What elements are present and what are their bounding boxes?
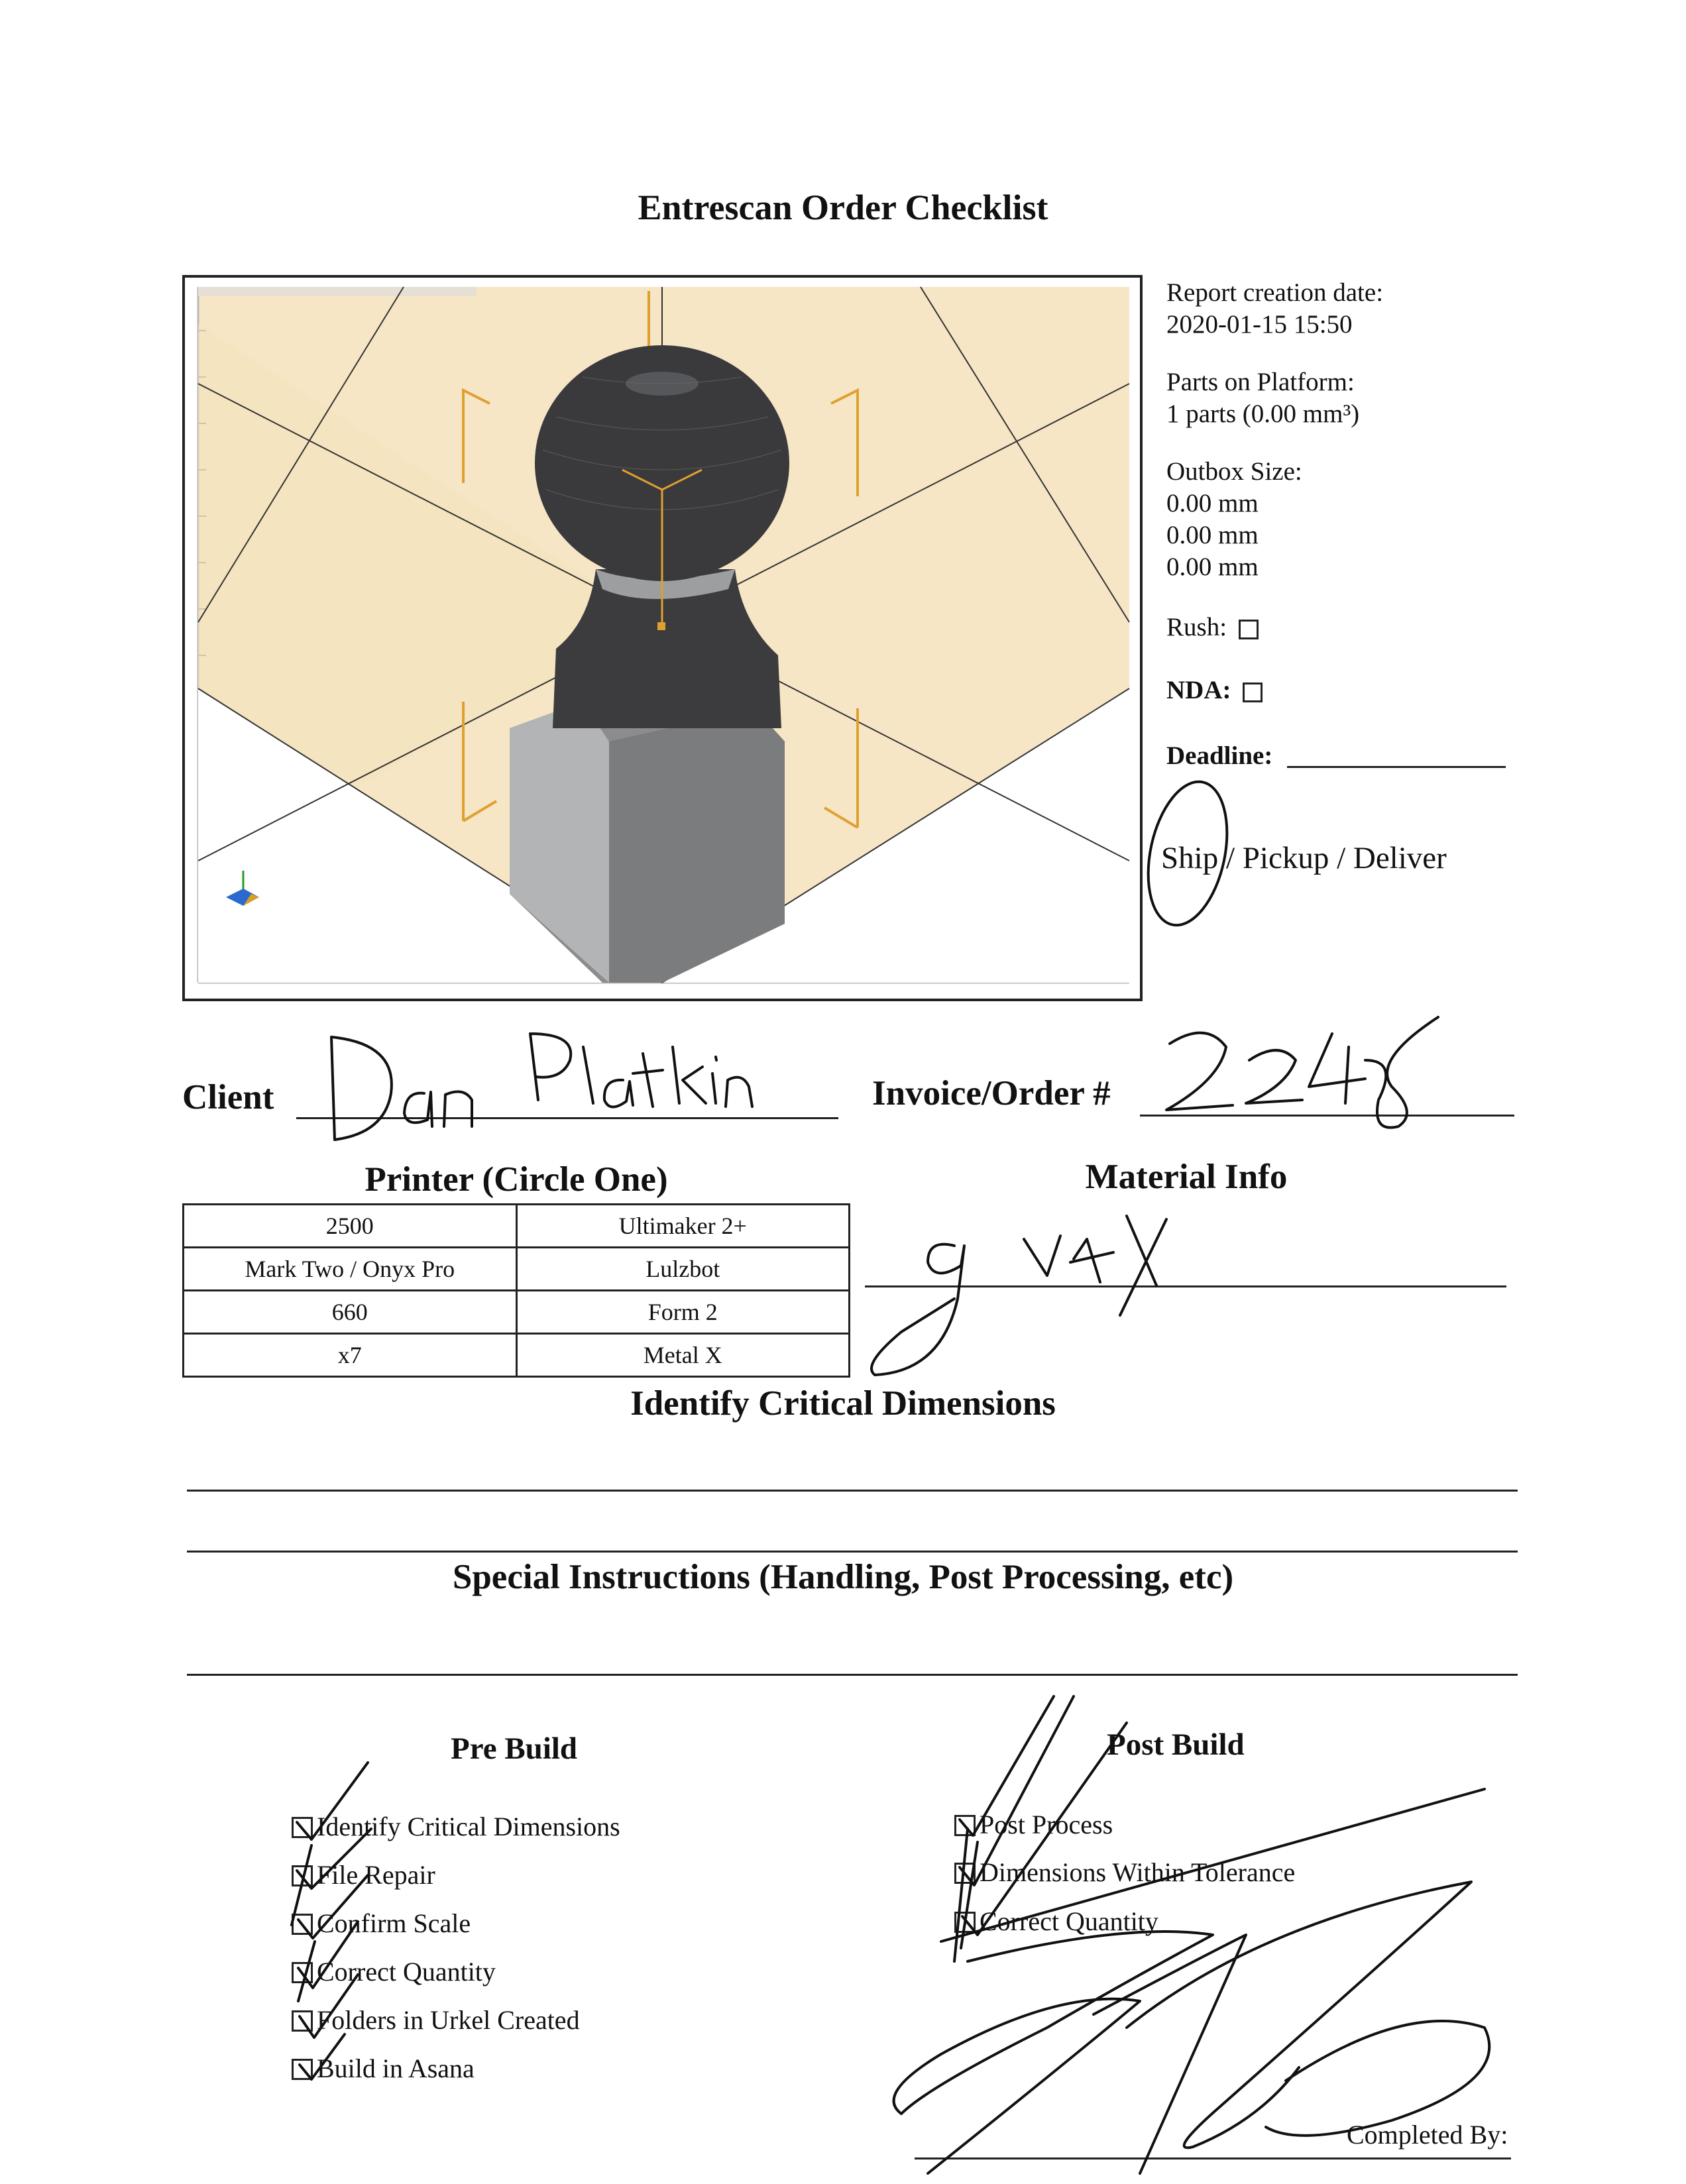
printer-option[interactable]: x7 xyxy=(184,1334,517,1377)
special-instructions-heading: Special Instructions (Handling, Post Processing, etc) xyxy=(452,1558,1234,1596)
checklist-label: File Repair xyxy=(317,1860,435,1890)
report-creation-value: 2020-01-15 15:50 xyxy=(1166,310,1353,339)
nda-checkbox[interactable] xyxy=(1243,682,1263,702)
checklist-label: Dimensions Within Tolerance xyxy=(980,1857,1296,1887)
post-build-heading: Post Build xyxy=(1107,1727,1245,1762)
printer-option[interactable]: Metal X xyxy=(516,1334,850,1377)
client-handwriting xyxy=(331,1034,752,1140)
checklist-label: Post Process xyxy=(980,1810,1113,1839)
checkbox[interactable] xyxy=(292,1962,313,1983)
printer-option[interactable]: Lulzbot xyxy=(516,1248,850,1291)
nda-label: NDA: xyxy=(1166,676,1231,704)
outbox-value-x: 0.00 mm xyxy=(1166,489,1259,518)
critical-dimensions-heading: Identify Critical Dimensions xyxy=(630,1384,1056,1423)
parts-value: 1 parts (0.00 mm³) xyxy=(1166,400,1360,428)
pre-build-item[interactable] xyxy=(292,2004,580,2036)
rush-label: Rush: xyxy=(1166,613,1227,641)
model-preview-image xyxy=(182,275,1143,1001)
checkbox[interactable] xyxy=(954,1863,976,1884)
printer-option[interactable]: Ultimaker 2+ xyxy=(516,1205,850,1248)
invoice-line[interactable] xyxy=(1140,1115,1514,1117)
invoice-label: Invoice/Order # xyxy=(872,1074,1111,1113)
completed-by-line[interactable] xyxy=(915,2157,1511,2159)
post-build-item[interactable] xyxy=(954,1809,1113,1840)
nda-field xyxy=(1166,675,1263,706)
deadline-label: Deadline: xyxy=(1166,741,1273,770)
checkbox[interactable] xyxy=(292,2010,313,2032)
model-render xyxy=(185,278,1140,999)
special-instructions-line[interactable] xyxy=(187,1674,1518,1676)
checklist-label: Confirm Scale xyxy=(317,1908,471,1938)
pre-build-item[interactable] xyxy=(292,1956,496,1987)
checkbox[interactable] xyxy=(292,1865,313,1886)
checkbox[interactable] xyxy=(954,1815,976,1836)
completed-by-label: Completed By: xyxy=(1347,2120,1508,2150)
completed-by-signature[interactable] xyxy=(894,1789,1490,2173)
printer-heading: Printer (Circle One) xyxy=(365,1160,668,1199)
checkbox[interactable] xyxy=(292,2059,313,2080)
pre-build-item[interactable] xyxy=(292,2053,475,2084)
report-creation-label: Report creation date: xyxy=(1166,278,1384,307)
rush-field xyxy=(1166,612,1259,643)
post-build-item[interactable] xyxy=(954,1857,1295,1888)
critical-dimensions-line[interactable] xyxy=(187,1490,1518,1492)
checkbox[interactable] xyxy=(292,1914,313,1935)
checklist-label: Correct Quantity xyxy=(980,1906,1158,1936)
outbox-label: Outbox Size: xyxy=(1166,457,1302,486)
outbox-value-y: 0.00 mm xyxy=(1166,521,1259,549)
printer-option[interactable]: 2500 xyxy=(184,1205,517,1248)
client-label: Client xyxy=(182,1078,274,1117)
pre-build-item[interactable] xyxy=(292,1908,471,1939)
printer-option[interactable]: Mark Two / Onyx Pro xyxy=(184,1248,517,1291)
checkbox[interactable] xyxy=(292,1817,313,1838)
pre-build-item[interactable] xyxy=(292,1811,620,1842)
document-title: Entrescan Order Checklist xyxy=(638,188,1048,227)
delivery-options: Ship / Pickup / Deliver xyxy=(1161,841,1447,875)
outbox-value-z: 0.00 mm xyxy=(1166,553,1259,581)
table-row xyxy=(184,1205,850,1248)
material-handwriting xyxy=(871,1216,1166,1375)
checklist-label: Folders in Urkel Created xyxy=(317,2005,580,2035)
table-row xyxy=(184,1334,850,1377)
pre-build-item[interactable] xyxy=(292,1859,435,1890)
printer-option[interactable]: Form 2 xyxy=(516,1291,850,1334)
checklist-label: Build in Asana xyxy=(317,2053,475,2083)
printer-table xyxy=(182,1203,850,1378)
table-row xyxy=(184,1291,850,1334)
client-line[interactable] xyxy=(296,1117,838,1119)
checklist-label: Correct Quantity xyxy=(317,1957,496,1987)
rush-checkbox[interactable] xyxy=(1239,620,1259,639)
checkbox[interactable] xyxy=(954,1912,976,1933)
material-heading: Material Info xyxy=(1085,1158,1288,1196)
pre-build-heading: Pre Build xyxy=(451,1731,578,1766)
post-build-item[interactable] xyxy=(954,1906,1158,1937)
material-line[interactable] xyxy=(865,1285,1506,1287)
parts-label: Parts on Platform: xyxy=(1166,368,1355,396)
deadline-line[interactable] xyxy=(1287,766,1506,768)
critical-dimensions-line[interactable] xyxy=(187,1551,1518,1553)
printer-option[interactable]: 660 xyxy=(184,1291,517,1334)
table-row xyxy=(184,1248,850,1291)
invoice-handwriting xyxy=(1166,1017,1438,1128)
checklist-label: Identify Critical Dimensions xyxy=(317,1812,620,1841)
